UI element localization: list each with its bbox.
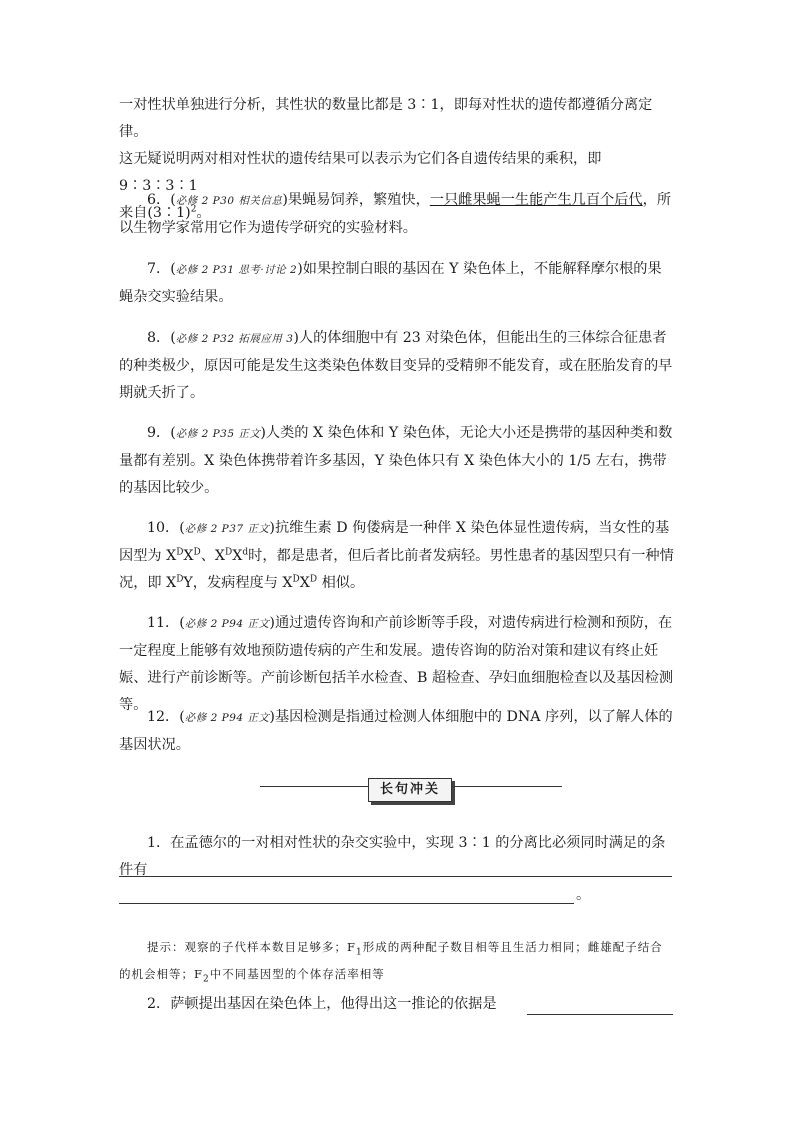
intro-line-3: 来自(3∶1)$^2$。 <box>119 204 211 221</box>
item-7: 7．(必修 2 P31 思考·讨论 2)如果控制白眼的基因在 Y 染色体上，不能解释摩尔根的果蝇杂交实验结果。 <box>119 261 662 305</box>
answer-blank-1b[interactable] <box>119 903 574 904</box>
source-tag: 必修 2 P31 思考·讨论 2 <box>175 264 298 276</box>
item-10: 10．(必修 2 P37 正文)抗维生素 D 佝偻病是一种伴 X 染色体显性遗传病，当女性的基因型为 $X^DX^D$、$X^DX^d$时，都是患者，但后者比前者发病轻。男性患者的基因型只有一种情况，即 $X^DY$，发病程度与 $X^DX^D$ 相似。 <box>119 520 674 591</box>
section-rule-left <box>260 786 368 787</box>
item-11: 11．(必修 2 P94 正文)通过遗传咨询和产前诊断等手段，对遗传病进行检测和预防，在一定程度上能够有效地预防遗传病的产生和发展。遗传咨询的防治对策和建议有终止妊娠、进行产前诊断等。产前诊断包括羊水检查、B 超检查、孕妇血细胞检查以及基因检测等。 <box>119 615 674 713</box>
question-1-end: 。 <box>576 887 591 903</box>
intro-line-2: 这无疑说明两对相对性状的遗传结果可以表示为它们各自遗传结果的乘积，即 9∶3∶3∶1 <box>119 151 602 194</box>
answer-blank-2[interactable] <box>527 1014 673 1015</box>
section-rule-right <box>453 786 562 787</box>
intro-line-1: 一对性状单独进行分析，其性状的数量比都是 3∶1，即每对性状的遗传都遵循分离定律。 <box>119 97 653 140</box>
item-6: 6．(必修 2 P30 相关信息)果蝇易饲养，繁殖快，一只雌果蝇一生能产生几百个后代，所以生物学家常用它作为遗传学研究的实验材料。 <box>119 192 672 236</box>
question-2-text: 2．萨顿提出基因在染色体上，他得出这一推论的依据是 <box>147 996 497 1012</box>
item-12: 12．(必修 2 P94 正文)基因检测是指通过检测人体细胞中的 DNA 序列，以了解人体的基因状况。 <box>119 709 673 753</box>
underlined-text: 一只雌果蝇一生能产生几百个后代 <box>429 192 643 208</box>
source-tag: 必修 2 P35 正文 <box>175 428 261 440</box>
source-tag: 必修 2 P32 拓展应用 3 <box>175 333 294 345</box>
section-header <box>260 778 562 804</box>
source-tag: 必修 2 P30 相关信息 <box>175 195 283 207</box>
item-8: 8．(必修 2 P32 拓展应用 3)人的体细胞中有 23 对染色体，但能出生的三体综合征患者的种类极少，原因可能是发生这类染色体数目变异的受精卵不能发育，或在胚胎发育的早期就夭折了。 <box>119 330 673 401</box>
question-1-text: 1．在孟德尔的一对相对性状的杂交实验中，实现 3∶1 的分离比必须同时满足的条件有 <box>119 835 666 878</box>
section-title: 长句冲关 <box>368 778 452 802</box>
source-tag: 必修 2 P94 正文 <box>184 712 270 724</box>
item-9: 9．(必修 2 P35 正文)人类的 X 染色体和 Y 染色体，无论大小还是携带的基因种类和数量都有差别。X 染色体携带着许多基因，Y 染色体只有 X 染色体大小的 1/5 左右，携带的基因比较少。 <box>119 425 673 496</box>
source-tag: 必修 2 P94 正文 <box>184 618 270 630</box>
answer-blank-1a[interactable] <box>119 876 672 877</box>
source-tag: 必修 2 P37 正文 <box>184 523 270 535</box>
hint-paragraph: 提示：观察的子代样本数目足够多；$F_1$形成的两种配子数目相等且生活力相同；雌雄配子结合的机会相等；$F_2$中不同基因型的个体存活率相等 <box>119 939 663 984</box>
